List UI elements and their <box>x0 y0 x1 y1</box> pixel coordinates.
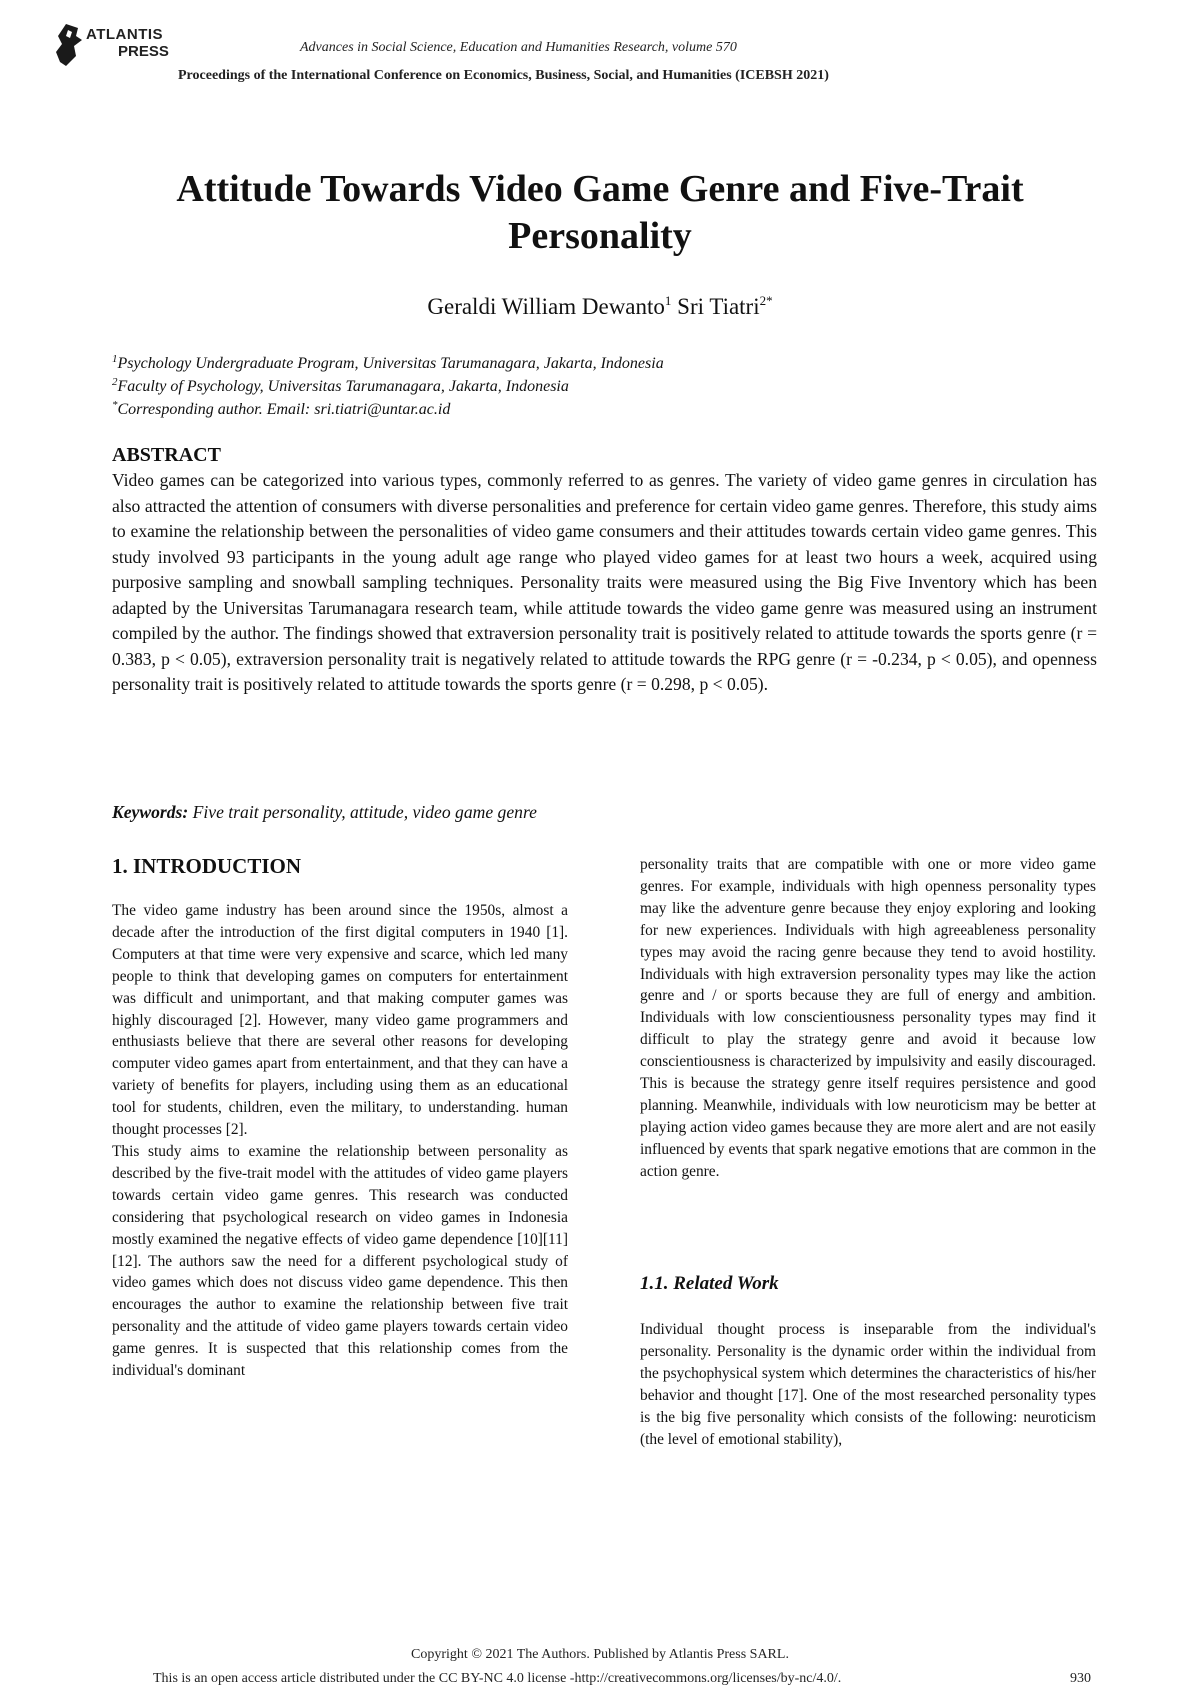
section-heading-introduction: 1. INTRODUCTION <box>112 854 302 878</box>
paragraph: Individual thought process is inseparable from the individual's personality. Personality is the dynamic order within the individual from the psychophysical system which determines the characteristics of his/her behavior and thought [17]. One of the most researched personality types is the big five personality which consists of the following: neuroticism (the level of emotional stability), <box>640 1321 1096 1448</box>
atlantis-press-logo-icon <box>52 22 86 68</box>
affiliation-text: Corresponding author. Email: sri.tiatri@untar.ac.id <box>117 401 451 418</box>
abstract-heading: ABSTRACT <box>112 444 221 466</box>
right-column-top <box>640 854 1096 1183</box>
paragraph: personality traits that are compatible with one or more video game genres. For example, individuals with high openness personality types may like the adventure genre because they enjoy exploring and looking for new experiences. Individuals with high agreeableness personality types may avoid the racing genre because they tend to avoid hostility. Individuals with high extraversion personality types may like the action genre and / or sports because they are full of energy and ambition. Individuals with low conscientiousness personality types may find it difficult to play the strategy genre and avoid it because low conscientiousness is characterized by impulsivity and easily discouraged. This is because the strategy genre itself requires persistence and good planning. Meanwhile, individuals with low neuroticism may be better at playing action video games because they are more alert and are not easily influenced by events that spark negative emotions that are common in the action genre. <box>640 856 1096 1180</box>
page-number: 930 <box>1070 1671 1091 1686</box>
affiliation-mark: * <box>112 399 118 411</box>
abstract-text: Video games can be categorized into various types, commonly referred to as genres. The variety of video game genres in circulation has also attracted the attention of consumers with diverse personalities and preference for certain video game genres. Therefore, this study aims to examine the relationship between the personalities of video game consumers and their attitudes towards certain video game genres. This study involved 93 participants in the young adult age range who played video games for at least two hours a week, acquired using purposive sampling and snowball sampling techniques. Personality traits were measured using the Big Five Inventory which has been adapted by the Universitas Tarumanagara research team, while attitude towards the video game genre was measured using an instrument compiled by the author. The findings showed that extraversion personality trait is positively related to attitude towards the sports genre (r = 0.383, p < 0.05), extraversion personality trait is negatively related to attitude towards the RPG genre (r = -0.234, p < 0.05), and openness personality trait is positively related to attitude towards the sports genre (r = 0.298, p < 0.05). <box>112 470 1097 694</box>
affiliation-corresponding <box>112 394 450 421</box>
author-name: Geraldi William Dewanto <box>427 294 665 319</box>
left-column <box>112 900 568 1382</box>
license-notice: This is an open access article distributed under the CC BY-NC 4.0 license -http://creativecommons.org/licenses/by-nc/4.0/. <box>153 1671 842 1686</box>
paper-title-line-1: Attitude Towards Video Game Genre and Five-Trait <box>176 168 1024 210</box>
author-name: Sri Tiatri <box>677 294 760 319</box>
author-affiliation-mark: 2* <box>759 293 773 308</box>
publisher-logo <box>52 22 182 70</box>
copyright-notice: Copyright © 2021 The Authors. Published by Atlantis Press SARL. <box>411 1647 789 1662</box>
paper-title-line-2: Personality <box>508 215 692 257</box>
paragraph: This study aims to examine the relationship between personality as described by the five-trait model with the attitudes of video game players towards certain video game genres. This research was conducted considering that psychological research on video games in Indonesia mostly examined the negative effects of video game dependence [10][11][12]. The authors saw the need for a different psychological study of video games which does not discuss video game dependence. This then encourages the author to examine the relationship between five trait personality and the attitude of video game players towards certain video game genres. It is suspected that this relationship comes from the individual's dominant <box>112 1142 568 1380</box>
author-list <box>0 293 1200 320</box>
affiliation-mark: 1 <box>112 353 118 365</box>
right-column-bottom <box>640 1319 1096 1450</box>
affiliation-text: Faculty of Psychology, Universitas Tarumanagara, Jakarta, Indonesia <box>117 378 569 395</box>
keywords-label: Keywords: <box>112 802 189 822</box>
keywords <box>112 802 537 823</box>
proceedings-title: Proceedings of the International Conference on Economics, Business, Social, and Humanities (ICEBSH 2021) <box>178 68 829 83</box>
keywords-text: Five trait personality, attitude, video game genre <box>192 802 537 822</box>
affiliation-mark: 2 <box>112 376 118 388</box>
logo-text-atlantis: ATLANTIS <box>86 26 164 43</box>
paragraph: The video game industry has been around since the 1950s, almost a decade after the introduction of the first digital computers in 1940 [1]. Computers at that time were very expensive and scarce, which led many people to think that developing games on computers for entertainment was difficult and unimportant, and that making computer games was highly discouraged [2]. However, many video game programmers and enthusiasts believe that there are several other reasons for developing computer video games apart from entertainment, and that they can have a variety of benefits for players, including using them as an educational tool for students, children, even the military, to understanding. human thought processes [2]. <box>112 902 568 1139</box>
section-heading-related-work: 1.1. Related Work <box>640 1273 779 1294</box>
author-affiliation-mark: 1 <box>664 293 672 308</box>
journal-name: Advances in Social Science, Education and Humanities Research, volume 570 <box>300 40 737 55</box>
logo-text-press: PRESS <box>118 43 169 60</box>
paper-title <box>80 166 1120 260</box>
affiliation-text: Psychology Undergraduate Program, Universitas Tarumanagara, Jakarta, Indonesia <box>117 355 664 372</box>
